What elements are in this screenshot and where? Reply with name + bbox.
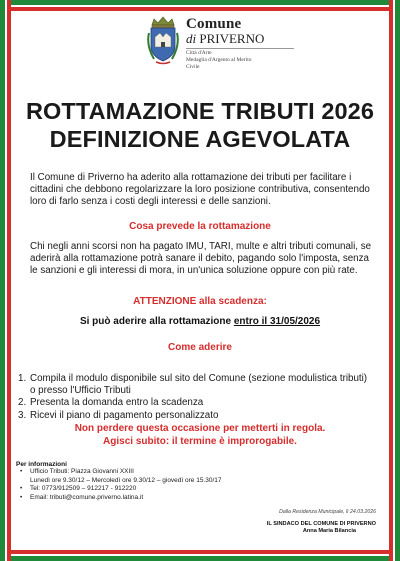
frame-right-tricolor (389, 0, 400, 561)
how-heading: Come aderire (168, 342, 232, 353)
what-paragraph: Chi negli anni scorsi non ha pagato IMU, TARI, multe e altri tributi comunali, se aderirà alla rottamazione potrà sanare il debito, pagando solo l'imposta, senza le sanzioni e gli interessi di mora, in un'unica soluzione oppure con più rate. (30, 241, 372, 277)
step-number: 1. (18, 373, 27, 384)
info-hours-text: Lunedì ore 9.30/12 – Mercoledì ore 9.30/12 – giovedì ore 15.30/17 (30, 476, 222, 484)
frame-top-tricolor (0, 0, 400, 11)
di-word: di (186, 31, 197, 46)
deadline-line (0, 316, 400, 327)
signature-role: IL SINDACO DEL COMUNE DI PRIVERNO (266, 521, 376, 527)
step-item (18, 397, 368, 409)
town-word: PRIVERNO (199, 31, 265, 46)
info-item-phone (16, 485, 266, 494)
comune-logo (146, 15, 296, 75)
section-heading-what: Cosa prevede la rottamazione (129, 221, 271, 232)
city-title: Città d'Arte (186, 50, 212, 56)
comune-word: Comune (186, 16, 242, 32)
title-line-2: DEFINIZIONE AGEVOLATA (49, 126, 351, 152)
step-item (18, 373, 368, 397)
step-number: 3. (18, 409, 27, 421)
frame-left-tricolor (0, 0, 11, 561)
step-text: Compila il modulo disponibile sul sito del Comune (sezione modulistica tributi) o presso l'Ufficio Tributi (30, 373, 368, 397)
bullet-icon: • (20, 485, 23, 492)
steps-list (18, 373, 368, 422)
info-email-text: Email: tributi@comune.priverno.latina.it (30, 493, 144, 501)
step-item (18, 410, 368, 422)
info-item-email (16, 494, 266, 503)
info-list (16, 468, 266, 502)
cta-line-2: Agisci subito: il termine è improrogabile. (103, 436, 297, 447)
step-number: 2. (18, 397, 27, 409)
info-office-text: Ufficio Tributi: Piazza Giovanni XXIII (30, 468, 134, 475)
intro-paragraph: Il Comune di Priverno ha aderito alla rottamazione dei tributi per facilitare i cittadini che debbono regolarizzare la loro posizione contributiva, consentendo loro di farlo senza i costi degli interessi e delle sanzioni. (30, 172, 370, 208)
step-text: Ricevi il piano di pagamento personalizzato (30, 409, 219, 421)
deadline-prefix: Si può aderire alla rottamazione (79, 316, 232, 327)
info-phone-text: Tel: 0773/912509 – 912217 - 912220 (30, 485, 137, 492)
cta-line-1: Non perdere questa occasione per metterti in regola. (74, 423, 326, 434)
frame-bottom-tricolor (0, 550, 400, 561)
medal-note: Medaglia d'Argento al Merito Civile (186, 57, 252, 70)
date-note: Dalla Residenza Municipale, lì 24.03.2026 (279, 509, 376, 515)
logo-divider (186, 48, 294, 49)
bullet-icon: • (20, 493, 23, 501)
step-text: Presenta la domanda entro la scadenza (30, 397, 204, 409)
info-label: Per informazioni (16, 461, 67, 468)
info-item-office (16, 468, 266, 477)
deadline-date: entro il 31/05/2026 (233, 316, 321, 327)
crest-icon (146, 15, 180, 67)
title-line-1: ROTTAMAZIONE TRIBUTI 2026 (25, 98, 375, 124)
info-item-hours (16, 477, 266, 486)
comune-label (186, 17, 241, 32)
signature-name: Anna Maria Bilancia (302, 528, 356, 534)
bullet-icon: • (20, 468, 23, 475)
attention-heading: ATTENZIONE alla scadenza: (133, 296, 267, 307)
town-name (186, 32, 264, 45)
